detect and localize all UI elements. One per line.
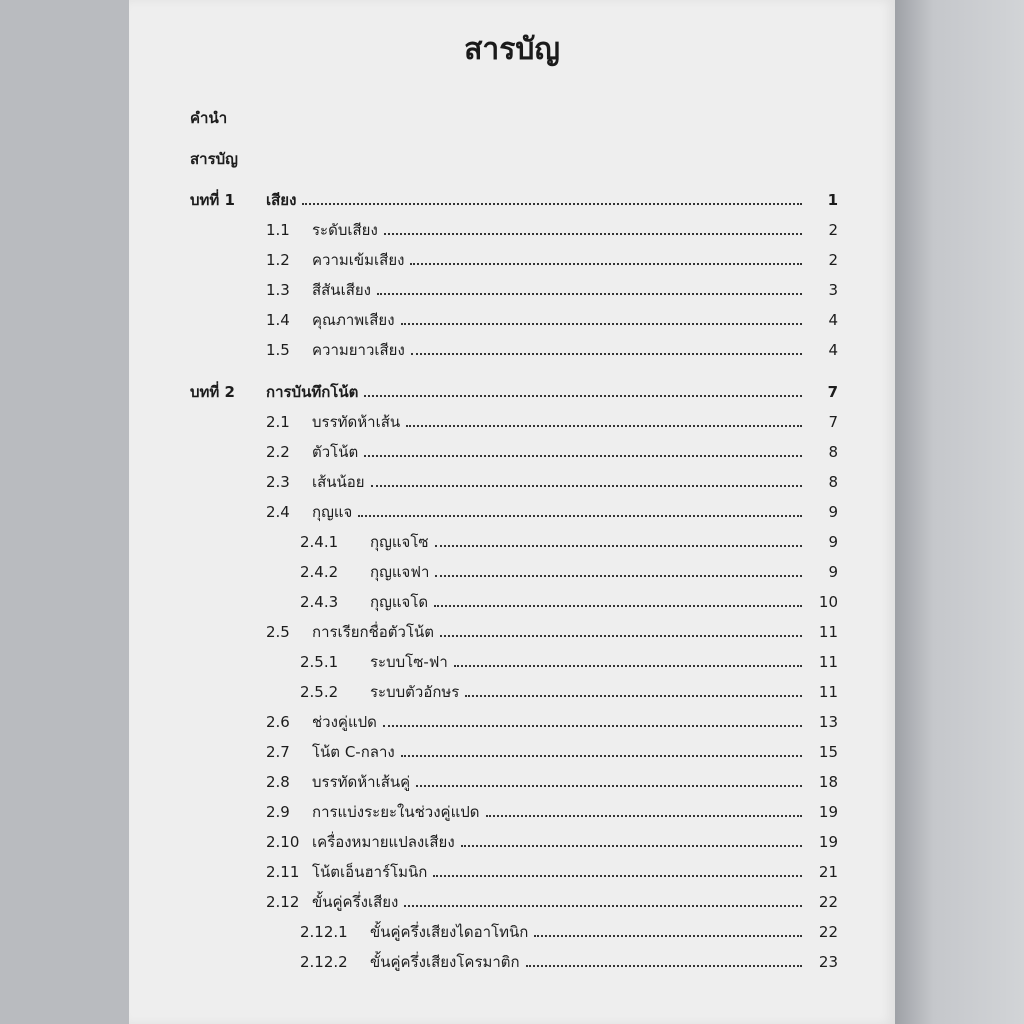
toc-entry <box>190 680 838 704</box>
toc-leader-dots <box>411 353 802 355</box>
toc-entry-number: 2.12.2 <box>300 953 348 971</box>
toc-entry-title: การแบ่งระยะในช่วงคู่แปด <box>312 803 480 821</box>
toc-entry-page: 19 <box>818 833 838 851</box>
toc-entry-title: ความเข้มเสียง <box>312 251 405 269</box>
toc-entry-title: สีสันเสียง <box>312 281 371 299</box>
toc-entry-number: 1.5 <box>266 341 290 359</box>
toc-entry <box>190 800 838 824</box>
toc-entry-number: 2.5 <box>266 623 290 641</box>
toc-entry-title: ระบบโซ-ฟา <box>370 653 448 671</box>
toc-leader-dots <box>377 293 802 295</box>
toc-entry <box>190 590 838 614</box>
toc-entry-title: บรรทัดห้าเส้นคู่ <box>312 773 411 791</box>
toc-leader-dots <box>416 785 802 787</box>
toc-entry <box>190 830 838 854</box>
toc-leader-dots <box>384 233 802 235</box>
toc-entry <box>190 248 838 272</box>
toc-entry-page: 9 <box>828 563 838 581</box>
toc-entry <box>190 560 838 584</box>
toc-entry-page: 11 <box>818 623 838 641</box>
toc-entry-number: 2.9 <box>266 803 290 821</box>
toc-entry-title: กุญแจ <box>312 503 353 521</box>
toc-entry <box>190 338 838 362</box>
toc-entry-title: ช่วงคู่แปด <box>312 713 377 731</box>
toc-leader-dots <box>435 545 802 547</box>
toc-entry-page: 15 <box>818 743 838 761</box>
toc-leader-dots <box>401 755 802 757</box>
toc-entry-number: 2.12.1 <box>300 923 348 941</box>
toc-entry <box>190 380 838 404</box>
toc-entry <box>190 770 838 794</box>
toc-entry-title: เส้นน้อย <box>312 473 365 491</box>
toc-leader-dots <box>404 905 802 907</box>
toc-entry-page: 11 <box>818 683 838 701</box>
toc-entry <box>190 740 838 764</box>
toc-leader-dots <box>406 425 802 427</box>
toc-entry <box>190 500 838 524</box>
toc-title: สารบัญ <box>464 32 560 67</box>
toc-entry <box>190 188 838 212</box>
toc-leader-dots <box>454 665 802 667</box>
toc-entry-number: 1.2 <box>266 251 290 269</box>
toc-entry <box>190 620 838 644</box>
toc-leader-dots <box>534 935 802 937</box>
toc-entry-page: 1 <box>827 191 838 209</box>
toc-entry-page: 22 <box>818 893 838 911</box>
toc-entry-title: การเรียกชื่อตัวโน้ต <box>312 623 435 641</box>
toc-entry-number: 2.6 <box>266 713 290 731</box>
toc-entry <box>190 860 838 884</box>
toc-entry <box>190 890 838 914</box>
toc-entry-number: 1.4 <box>266 311 290 329</box>
toc-entry-title: เครื่องหมายแปลงเสียง <box>312 833 455 851</box>
toc-entry-number: 2.8 <box>266 773 290 791</box>
toc-entry-title: กุญแจโด <box>370 593 429 611</box>
toc-entry-page: 3 <box>828 281 838 299</box>
toc-entry-page: 8 <box>828 443 838 461</box>
toc-entry-page: 13 <box>818 713 838 731</box>
front-matter-contents: สารบัญ <box>190 150 238 168</box>
toc-entry <box>190 410 838 434</box>
toc-entry-title: กุญแจฟา <box>370 563 430 581</box>
toc-entry-number: 2.4.1 <box>300 533 339 551</box>
background-edge <box>895 0 1024 1024</box>
toc-leader-dots <box>383 725 802 727</box>
toc-entry-title: โน้ต C-กลาง <box>312 743 395 761</box>
toc-entry-page: 21 <box>818 863 838 881</box>
toc-entry-title: คุณภาพเสียง <box>312 311 395 329</box>
toc-entry-title: ระบบตัวอักษร <box>370 683 460 701</box>
toc-entry-page: 7 <box>828 413 838 431</box>
toc-entry-page: 23 <box>818 953 838 971</box>
toc-entry-number: 2.4.3 <box>300 593 339 611</box>
toc-leader-dots <box>526 965 802 967</box>
toc-entry-number: 2.5.2 <box>300 683 339 701</box>
toc-entry-number: บทที่ 1 <box>190 191 235 209</box>
toc-entry <box>190 950 838 974</box>
toc-leader-dots <box>302 203 802 205</box>
toc-entry-page: 9 <box>828 533 838 551</box>
toc-entry-page: 2 <box>828 221 838 239</box>
toc-entry-page: 2 <box>828 251 838 269</box>
toc-entry-number: 2.3 <box>266 473 290 491</box>
toc-entry-page: 18 <box>818 773 838 791</box>
toc-entry-page: 4 <box>828 341 838 359</box>
toc-entry-page: 4 <box>828 311 838 329</box>
toc-entry-number: 2.5.1 <box>300 653 339 671</box>
toc-entry <box>190 530 838 554</box>
toc-entry-title: การบันทึกโน้ต <box>266 383 359 401</box>
toc-entry-title: โน้ตเอ็นฮาร์โมนิก <box>312 863 428 881</box>
toc-entry-title: บรรทัดห้าเส้น <box>312 413 401 431</box>
toc-leader-dots <box>358 515 802 517</box>
toc-leader-dots <box>465 695 802 697</box>
toc-entry-page: 22 <box>818 923 838 941</box>
toc-entry-number: 1.1 <box>266 221 290 239</box>
toc-entry-number: 2.1 <box>266 413 290 431</box>
toc-entry-number: บทที่ 2 <box>190 383 235 401</box>
toc-entry-page: 10 <box>818 593 838 611</box>
toc-entry-number: 2.4.2 <box>300 563 339 581</box>
toc-entry-title: ระดับเสียง <box>312 221 378 239</box>
toc-entry-page: 19 <box>818 803 838 821</box>
toc-leader-dots <box>410 263 802 265</box>
toc-entry-page: 8 <box>828 473 838 491</box>
toc-entry <box>190 440 838 464</box>
toc-entry-number: 1.3 <box>266 281 290 299</box>
toc-entry <box>190 710 838 734</box>
toc-leader-dots <box>364 395 802 397</box>
toc-leader-dots <box>461 845 802 847</box>
toc-entry-title: ขั้นคู่ครึ่งเสียงโครมาติก <box>370 953 520 971</box>
front-matter-preface: คำนำ <box>190 109 228 127</box>
toc-entry-number: 2.4 <box>266 503 290 521</box>
toc-entry-title: กุญแจโซ <box>370 533 429 551</box>
toc-entry-number: 2.10 <box>266 833 300 851</box>
toc-entry-title: ขั้นคู่ครึ่งเสียงไดอาโทนิก <box>370 923 529 941</box>
toc-entry-page: 9 <box>828 503 838 521</box>
toc-leader-dots <box>435 575 802 577</box>
toc-entry-number: 2.2 <box>266 443 290 461</box>
toc-entry <box>190 218 838 242</box>
toc-entry-page: 7 <box>827 383 838 401</box>
toc-entry-title: ตัวโน้ต <box>312 443 359 461</box>
toc-leader-dots <box>371 485 802 487</box>
toc-entry-page: 11 <box>818 653 838 671</box>
toc-leader-dots <box>434 605 802 607</box>
toc-entry <box>190 278 838 302</box>
toc-entry <box>190 308 838 332</box>
toc-leader-dots <box>440 635 802 637</box>
toc-entry-number: 2.12 <box>266 893 300 911</box>
toc-entry-number: 2.7 <box>266 743 290 761</box>
toc-leader-dots <box>433 875 802 877</box>
toc-entry <box>190 650 838 674</box>
toc-entry-number: 2.11 <box>266 863 300 881</box>
toc-leader-dots <box>401 323 802 325</box>
toc-entry <box>190 470 838 494</box>
toc-leader-dots <box>364 455 802 457</box>
toc-entry <box>190 920 838 944</box>
toc-entry-title: ขั้นคู่ครึ่งเสียง <box>312 893 399 911</box>
toc-leader-dots <box>486 815 802 817</box>
toc-entry-title: ความยาวเสียง <box>312 341 405 359</box>
toc-entry-title: เสียง <box>266 191 297 209</box>
